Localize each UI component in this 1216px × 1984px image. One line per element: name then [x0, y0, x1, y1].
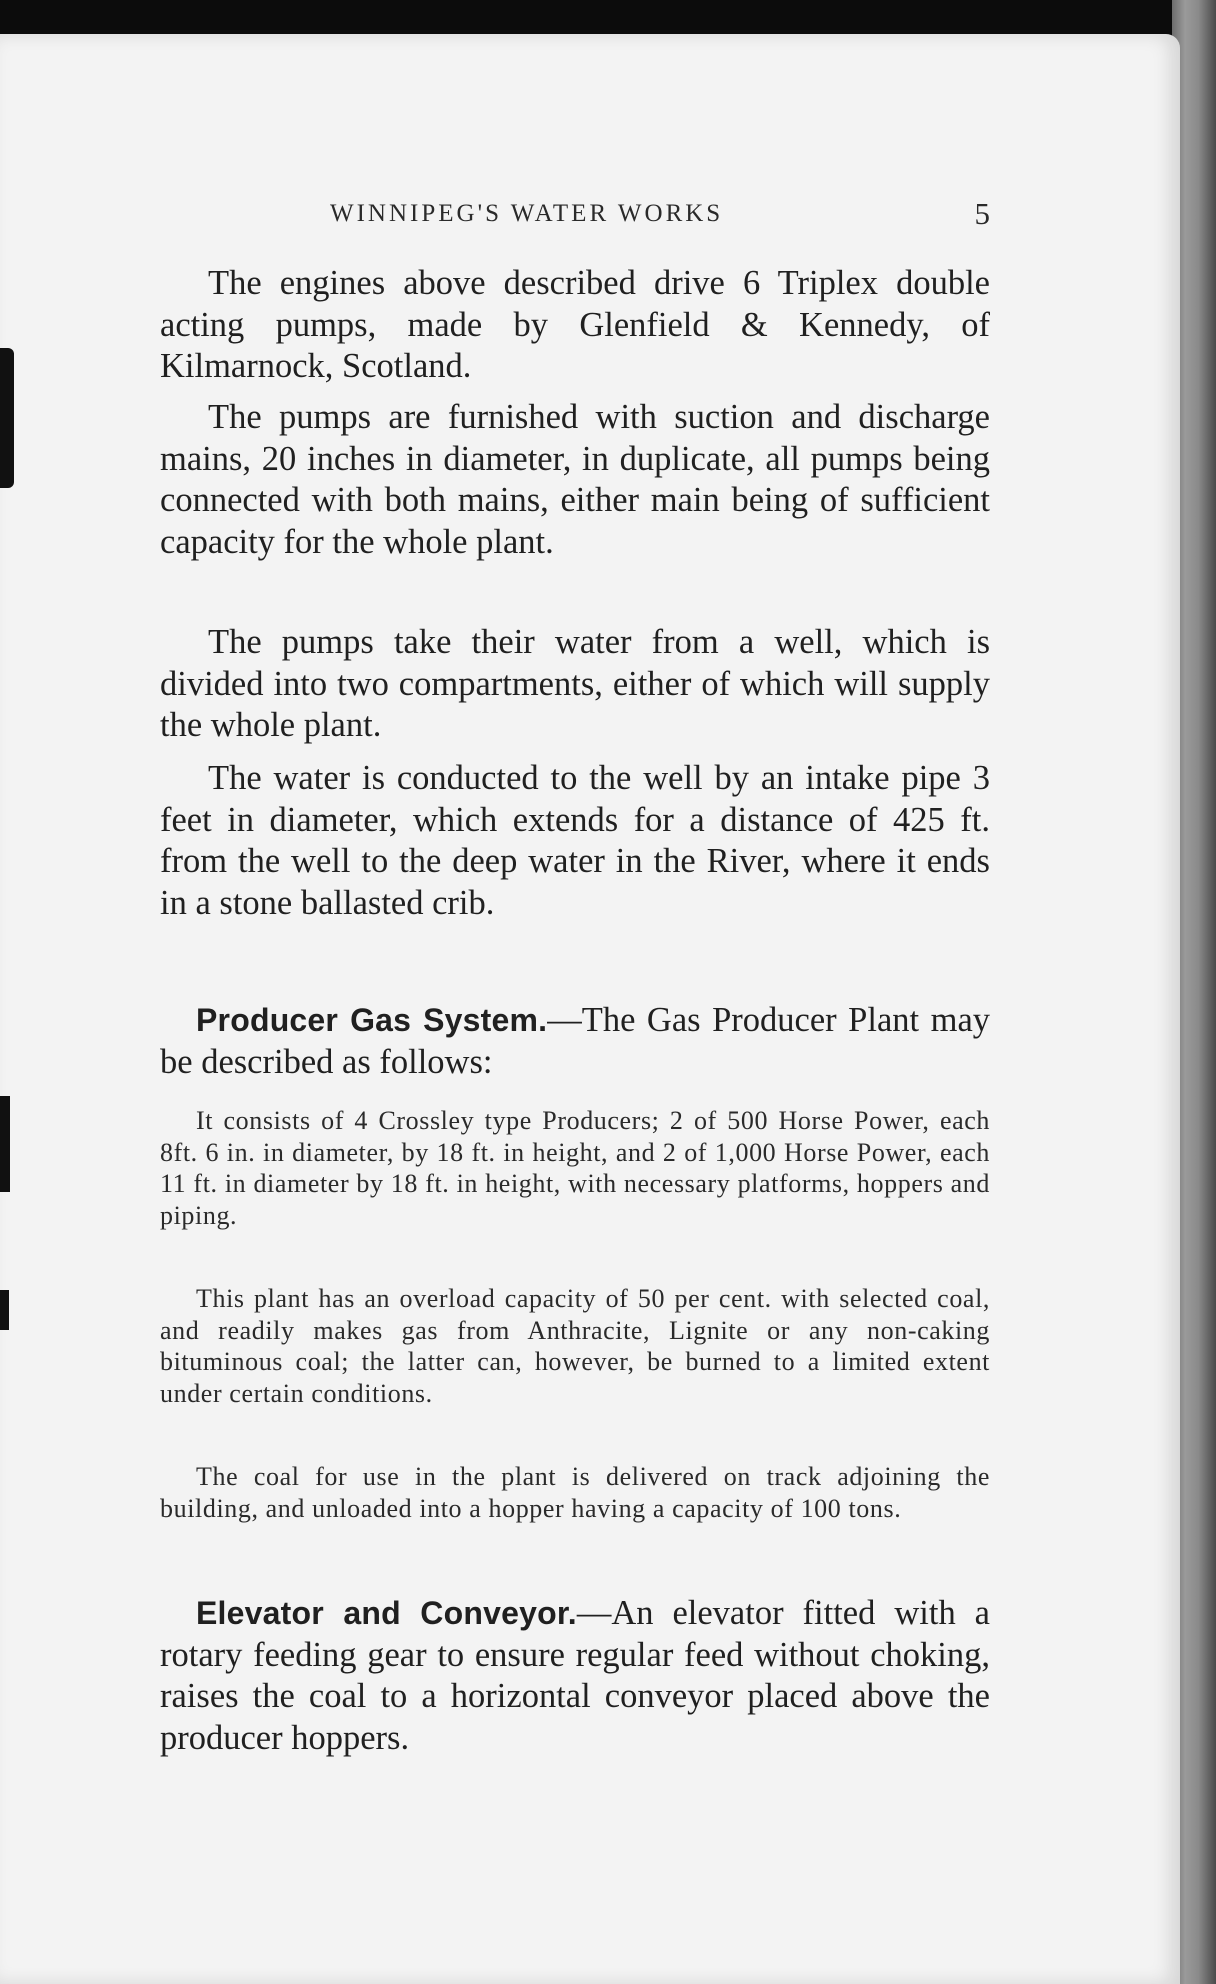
producer-detail-coal-delivery: The coal for use in the plant is delivered on track adjoining the building, and unloaded into a hopper having a capacity of 100 tons. — [160, 1462, 990, 1523]
section-elevator-conveyor — [160, 1593, 990, 1759]
running-title: WINNIPEG'S WATER WORKS — [330, 200, 724, 227]
running-header — [160, 196, 990, 234]
section-heading-producer-gas: Producer Gas System. — [196, 1002, 548, 1038]
producer-detail-overload: This plant has an overload capacity of 50 per cent. with selected coal, and readily makes gas from Anthracite, Lignite or any non-caking bituminous coal; the latter can, however, be burned to a limited extent under certain conditions. — [160, 1284, 990, 1408]
section-heading-elevator: Elevator and Conveyor. — [196, 1595, 577, 1631]
section-text-elevator: —An elevator fitted with a rotary feeding gear to ensure regular feed without choking, raises the coal to a horizontal conveyor placed above the producer hoppers. — [160, 1594, 990, 1757]
margin-scan-mark — [0, 348, 14, 488]
paragraph-engines-pumps: The engines above described drive 6 Triplex double acting pumps, made by Glenfield & Kennedy, of Kilmarnock, Scotland. — [160, 264, 990, 385]
producer-detail-crossley: It consists of 4 Crossley type Producers; 2 of 500 Horse Power, each 8ft. 6 in. in diameter, by 18 ft. in height, and 2 of 1,000 Horse Power, each 11 ft. in diameter by 18 ft. in height, with necessary platforms, hoppers and piping. — [160, 1106, 990, 1230]
section-intro-producer-gas: —The Gas Producer Plant may be described as follows: — [160, 1001, 991, 1081]
paragraph-well: The pumps take their water from a well, which is divided into two compartments, either of which will supply the whole plant. — [160, 623, 990, 744]
page-number: 5 — [974, 196, 990, 231]
paragraph-suction-mains: The pumps are furnished with suction and discharge mains, 20 inches in diameter, in duplicate, all pumps being connected with both mains, either main being of sufficient capacity for the whole plant. — [160, 398, 990, 561]
section-producer-gas — [160, 1000, 990, 1083]
paragraph-intake-pipe: The water is conducted to the well by an intake pipe 3 feet in diameter, which extends for a distance of 425 ft. from the well to the deep water in the River, where it ends in a stone ballasted crib. — [160, 759, 990, 922]
margin-scan-mark — [0, 1096, 10, 1192]
margin-scan-mark — [0, 1290, 9, 1330]
